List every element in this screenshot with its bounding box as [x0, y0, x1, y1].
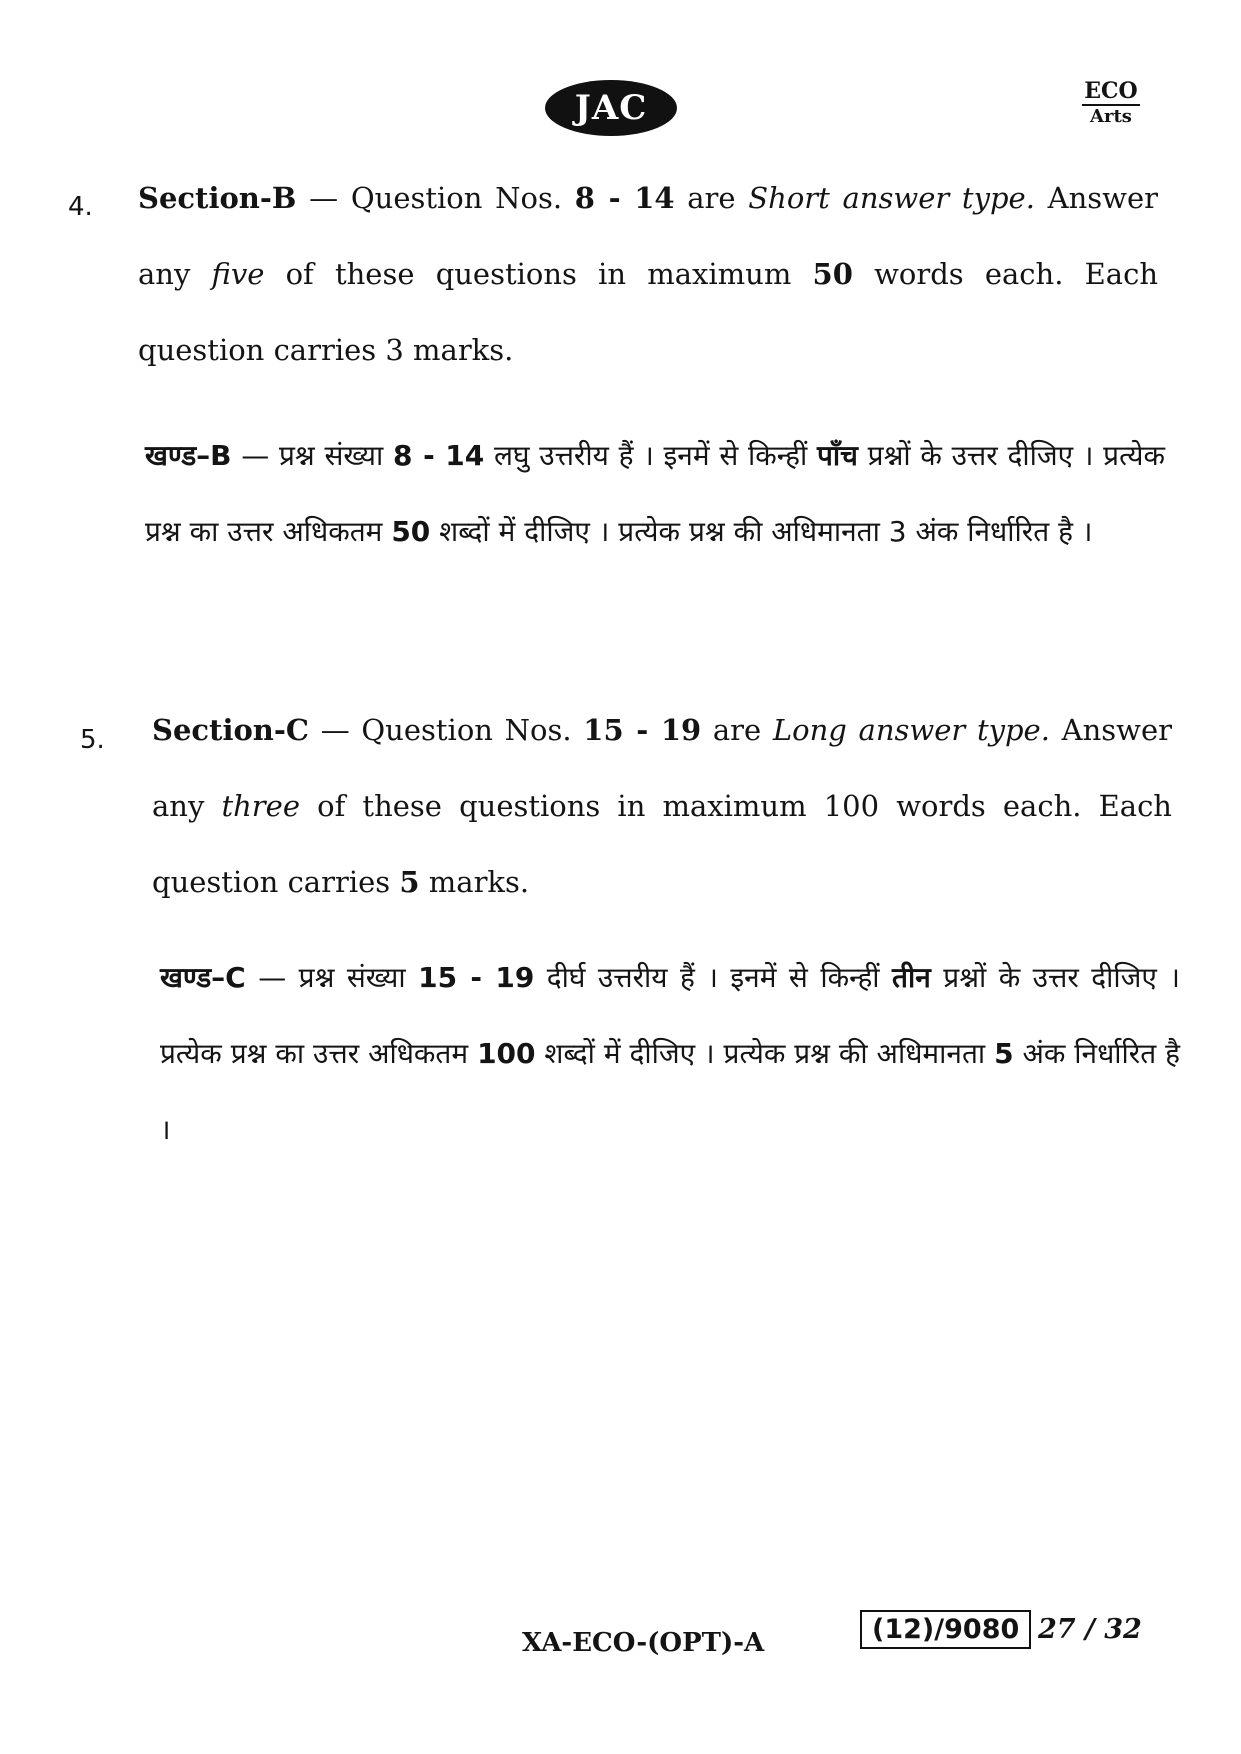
text-segment: words each. Each question carries 3 marks.	[138, 257, 1158, 367]
item-number: 5.	[80, 725, 105, 755]
text-segment: — Question Nos.	[296, 181, 575, 215]
instruction-hindi	[160, 940, 1180, 1168]
section-label: Section-C	[152, 713, 310, 747]
text-segment: अंक निर्धारित है ।	[160, 1037, 1180, 1146]
section-label-hindi: खण्ड–C	[160, 961, 246, 994]
answer-type: Long answer type.	[772, 713, 1050, 747]
text-segment: प्रश्नों के उत्तर दीजिए । प्रत्येक प्रश्न का उत्तर अधिकतम	[160, 961, 1180, 1070]
text-segment: — Question Nos.	[309, 713, 584, 747]
text-segment: of these questions in maximum 100 words each. Each question carries	[152, 789, 1172, 899]
word-limit: 50	[812, 257, 853, 291]
question-count: three	[221, 789, 300, 823]
section-label: Section-B	[138, 181, 297, 215]
text-segment: Answer any	[152, 713, 1172, 823]
item-number: 4.	[68, 192, 93, 222]
subject-tag-bottom: Arts	[1090, 106, 1132, 127]
text-segment: are	[701, 713, 773, 747]
word-limit: 100	[477, 1037, 536, 1070]
answer-type: Short answer type.	[748, 181, 1035, 215]
series-code-box: (12)/9080	[860, 1610, 1031, 1649]
section-label-hindi: खण्ड–B	[145, 439, 232, 472]
question-count: पाँच	[816, 439, 858, 472]
text-segment: — प्रश्न संख्या	[245, 961, 419, 994]
text-segment: of these questions in maximum	[264, 257, 813, 291]
subject-tag	[1082, 80, 1140, 126]
paper-code: XA-ECO-(OPT)-A	[522, 1628, 765, 1658]
marks-value: 5	[399, 865, 420, 899]
text-segment: Answer any	[138, 181, 1158, 291]
subject-tag-top: ECO	[1082, 80, 1140, 106]
text-segment: लघु उत्तरीय हैं । इनमें से किन्हीं	[484, 439, 817, 472]
instruction-english	[138, 160, 1158, 388]
question-range: 15 - 19	[583, 713, 702, 747]
text-segment: marks.	[419, 865, 530, 899]
question-count: तीन	[892, 961, 931, 994]
instruction-english	[152, 692, 1172, 920]
text-segment: शब्दों में दीजिए । प्रत्येक प्रश्न की अधिमानता 3 अंक निर्धारित है ।	[430, 515, 1093, 548]
text-segment: are	[674, 181, 749, 215]
marks-value: 5	[994, 1037, 1014, 1070]
text-segment: दीर्घ उत्तरीय हैं । इनमें से किन्हीं	[534, 961, 893, 994]
text-segment: शब्दों में दीजिए । प्रत्येक प्रश्न की अधिमानता	[535, 1037, 995, 1070]
question-range: 15 - 19	[418, 961, 535, 994]
page-number: 27 / 32	[1038, 1614, 1142, 1645]
question-range: 8 - 14	[574, 181, 675, 215]
question-count: five	[211, 257, 265, 291]
instruction-hindi	[145, 418, 1165, 570]
word-limit: 50	[391, 515, 431, 548]
jac-logo-badge: JAC	[545, 80, 677, 136]
text-segment: — प्रश्न संख्या	[231, 439, 393, 472]
question-range: 8 - 14	[393, 439, 485, 472]
text-segment: प्रश्नों के उत्तर दीजिए । प्रत्येक प्रश्न का उत्तर अधिकतम	[145, 439, 1165, 548]
